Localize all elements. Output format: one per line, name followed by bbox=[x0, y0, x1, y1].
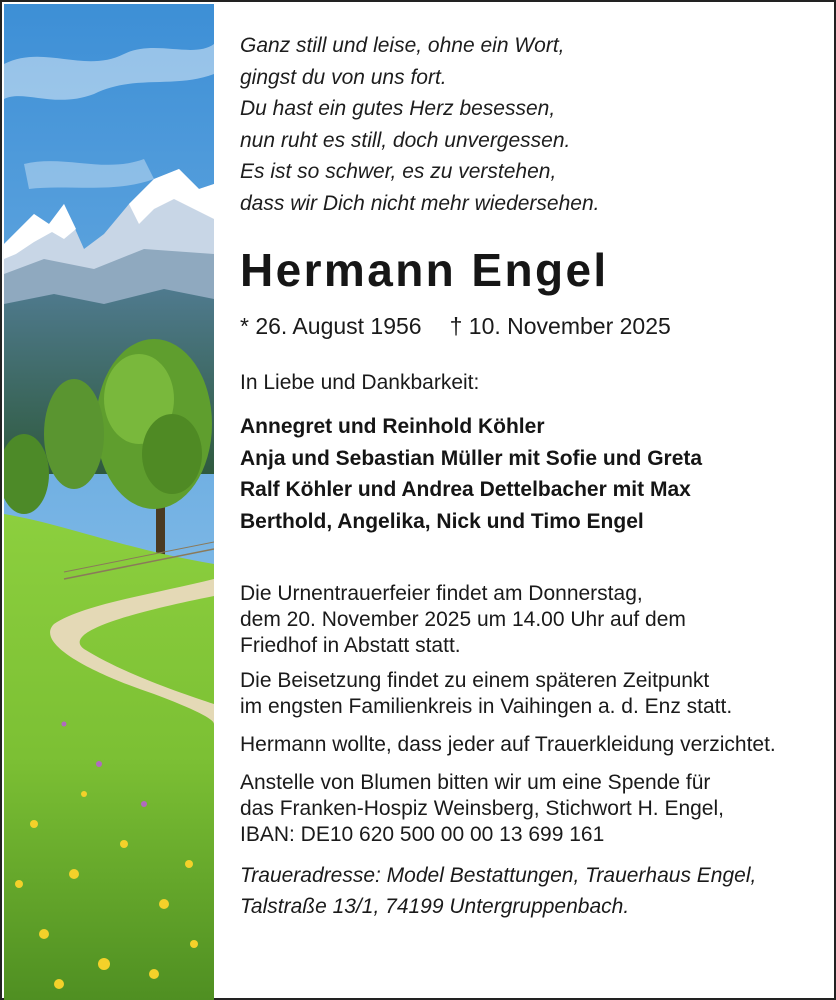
poem-line: Du hast ein gutes Herz besessen, bbox=[240, 97, 556, 120]
donation-info bbox=[240, 770, 830, 848]
deceased-name: Hermann Engel bbox=[240, 244, 609, 296]
life-dates bbox=[240, 311, 830, 341]
donation-line: IBAN: DE10 620 500 00 00 13 699 161 bbox=[240, 823, 605, 846]
clothing-line: Hermann wollte, dass jeder auf Trauerkleidung verzichtet. bbox=[240, 733, 776, 756]
address-line: Talstraße 13/1, 74199 Untergruppenbach. bbox=[240, 895, 630, 918]
ceremony-info bbox=[240, 581, 830, 659]
clothing-note bbox=[240, 732, 830, 758]
poem-line: gingst du von uns fort. bbox=[240, 65, 447, 89]
mourning-address bbox=[240, 860, 830, 922]
death-date: † 10. November 2025 bbox=[449, 313, 671, 339]
poem bbox=[240, 30, 830, 219]
poem-line: Ganz still und leise, ohne ein Wort, bbox=[240, 34, 565, 57]
ceremony-line: Die Urnentrauerfeier findet am Donnerstag, bbox=[240, 582, 643, 605]
address-line: Traueradresse: Model Bestattungen, Trauerhaus Engel, bbox=[240, 864, 757, 887]
poem-line: Es ist so schwer, es zu verstehen, bbox=[240, 160, 557, 183]
mourner-line: Anja und Sebastian Müller mit Sofie und Greta bbox=[240, 446, 703, 470]
burial-line: im engsten Familienkreis in Vaihingen a. d. Enz statt. bbox=[240, 695, 733, 718]
donation-line: das Franken-Hospiz Weinsberg, Stichwort H. Engel, bbox=[240, 797, 724, 820]
notice-text bbox=[240, 30, 830, 922]
birth-date: * 26. August 1956 bbox=[240, 313, 422, 339]
poem-line: nun ruht es still, doch unvergessen. bbox=[240, 128, 571, 152]
ceremony-line: Friedhof in Abstatt statt. bbox=[240, 634, 461, 657]
mourner-line: Ralf Köhler und Andrea Dettelbacher mit Max bbox=[240, 478, 691, 501]
mourner-line: Annegret und Reinhold Köhler bbox=[240, 415, 545, 438]
burial-line: Die Beisetzung findet zu einem späteren Zeitpunkt bbox=[240, 669, 710, 692]
mountain-meadow-photo bbox=[4, 4, 214, 1000]
dedication: In Liebe und Dankbarkeit: bbox=[240, 371, 480, 394]
ceremony-line: dem 20. November 2025 um 14.00 Uhr auf dem bbox=[240, 608, 686, 631]
mourner-line: Berthold, Angelika, Nick und Timo Engel bbox=[240, 509, 644, 533]
donation-line: Anstelle von Blumen bitten wir um eine Spende für bbox=[240, 771, 711, 794]
poem-line: dass wir Dich nicht mehr wiedersehen. bbox=[240, 191, 600, 215]
burial-info bbox=[240, 668, 830, 720]
mourners-list bbox=[240, 411, 830, 537]
